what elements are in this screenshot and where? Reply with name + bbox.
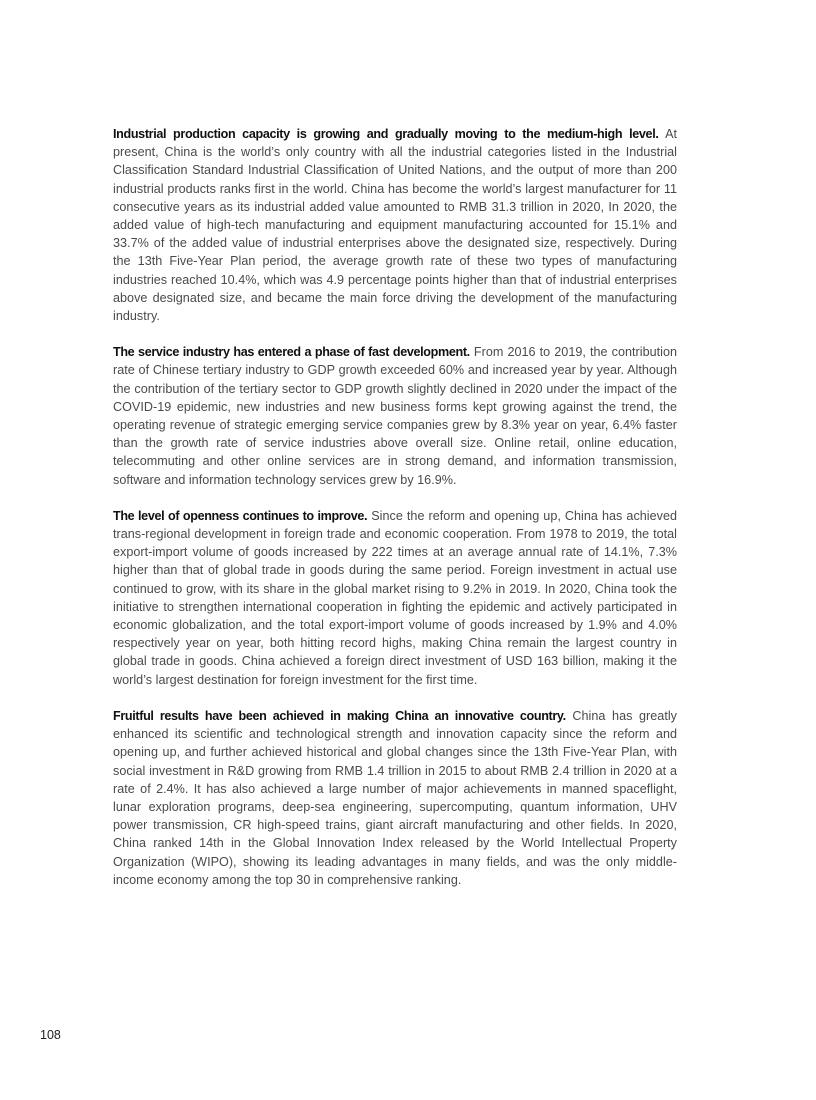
paragraph-industrial-production	[113, 125, 677, 325]
paragraph-body: China has greatly enhanced its scientific and technological strength and innovation capacity since the reform and opening up, and further achieved historical and global changes since the 13th Five-Year Plan, with social investment in R&D growing from RMB 1.4 trillion in 2015 to about RMB 2.4 trillion in 2020 at a rate of 2.4%. It has also achieved a large number of major achievements in manned spaceflight, lunar exploration programs, deep-sea engineering, supercomputing, quantum information, UHV power transmission, CR high-speed trains, giant aircraft manufacturing and other fields. In 2020, China ranked 14th in the Global Innovation Index released by the World Intellectual Property Organization (WIPO), showing its leading advantages in many fields, and was the only middle-income economy among the top 30 in comprehensive ranking.	[113, 708, 677, 887]
paragraph-lead: Industrial production capacity is growing and gradually moving to the medium-high level.	[113, 127, 659, 141]
paragraph-body: Since the reform and opening up, China has achieved trans-regional development in foreign trade and economic cooperation. From 1978 to 2019, the total export-import volume of goods increased by 222 times at an average annual rate of 14.1%, 7.3% higher than that of global trade in goods during the same period. Foreign investment in actual use continued to grow, with its share in the global market rising to 9.2% in 2019. In 2020, China took the initiative to strengthen international cooperation in fighting the epidemic and actively participated in economic globalization, and the total export-import volume of goods increased by 1.9% and 4.0% respectively year on year, both hitting record highs, making China remain the largest country in global trade in goods. China achieved a foreign direct investment of USD 163 billion, making it the world’s largest destination for foreign investment for the first time.	[113, 508, 678, 687]
paragraph-openness	[113, 507, 677, 689]
paragraph-service-industry	[113, 343, 677, 489]
page-body	[113, 125, 677, 907]
paragraph-lead: Fruitful results have been achieved in making China an innovative country.	[113, 708, 566, 723]
paragraph-body: At present, China is the world’s only country with all the industrial categories listed in the Industrial Classification Standard Industrial Classification of United Nations, and the output of more than 200 industrial products ranks first in the world. China has become the world’s largest manufacturer for 11 consecutive years as its industrial added value amounted to RMB 31.3 trillion in 2020, In 2020, the added value of high-tech manufacturing and equipment manufacturing accounted for 15.1% and 33.7% of the added value of industrial enterprises above the designated size, respectively. During the 13th Five-Year Plan period, the average growth rate of these two types of manufacturing industries reached 10.4%, which was 4.9 percentage points higher than that of industrial enterprises above designated size, and became the main force driving the development of the manufacturing industry.	[113, 127, 678, 324]
page-number: 108	[40, 1028, 61, 1042]
paragraph-lead: The service industry has entered a phase of fast development.	[113, 345, 470, 360]
paragraph-body: From 2016 to 2019, the contribution rate of Chinese tertiary industry to GDP growth exceeded 60% and increased year by year. Although the contribution of the tertiary sector to GDP growth slightly declined in 2020 under the impact of the COVID-19 epidemic, new industries and new business forms kept growing against the trend, the operating revenue of strategic emerging service companies grew by 8.3% year on year, 6.4% faster than the growth rate of service industries above overall size. Online retail, online education, telecommuting and other online services are in strong demand, and information transmission, software and information technology services grew by 16.9%.	[113, 345, 677, 487]
paragraph-lead: The level of openness continues to improve.	[113, 508, 368, 523]
paragraph-innovation	[113, 707, 677, 889]
